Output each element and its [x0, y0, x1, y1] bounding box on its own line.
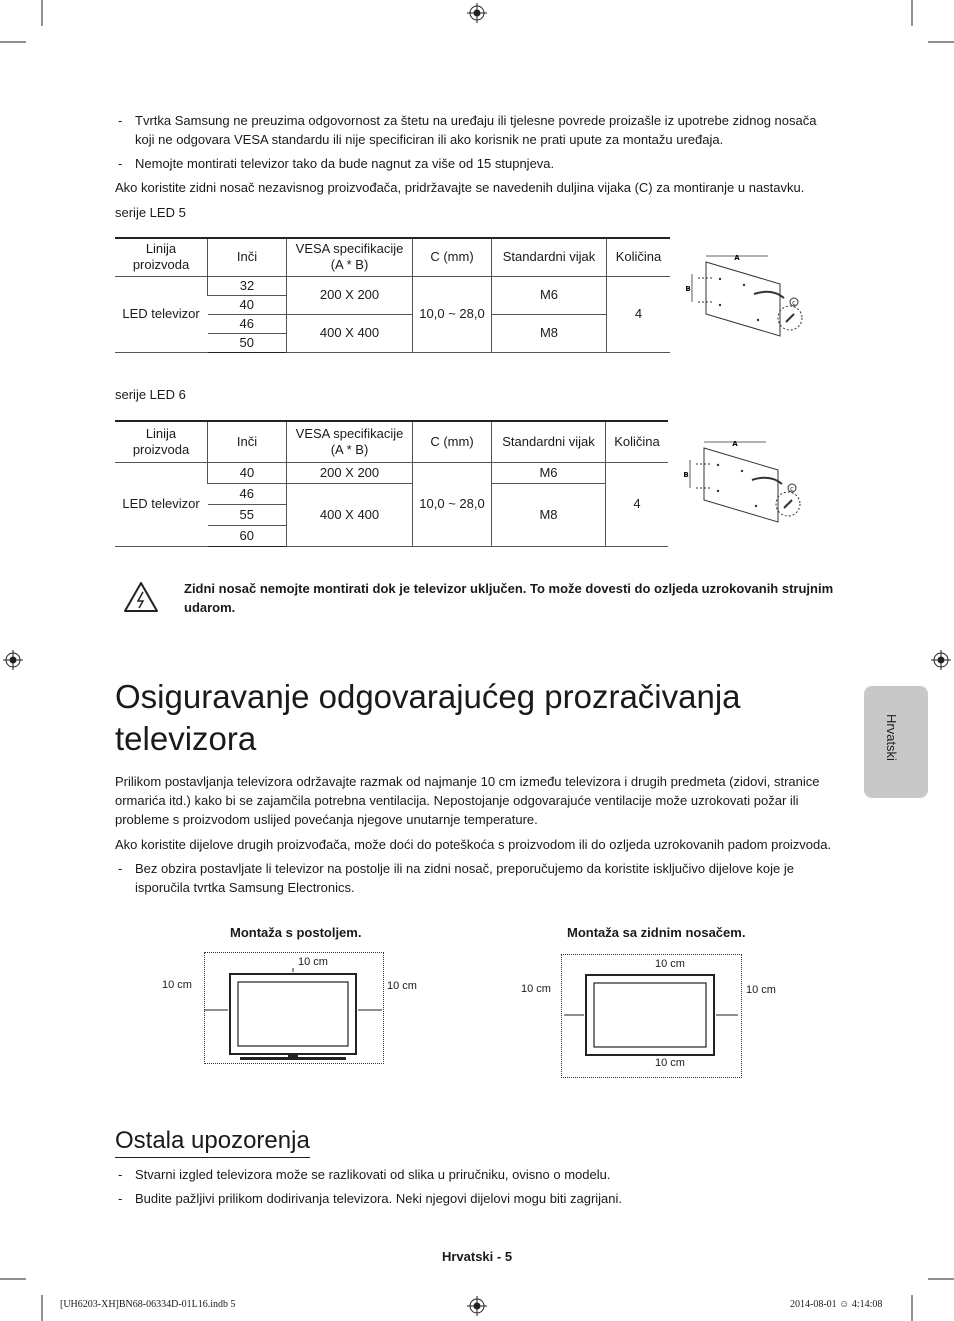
registration-mark-icon [467, 1296, 487, 1316]
language-side-tab [864, 686, 928, 798]
cell-inch: 60 [208, 525, 287, 546]
cell-screw: M8 [492, 483, 606, 546]
cell-inch: 46 [208, 314, 287, 333]
screw-spec-table-series6 [115, 420, 668, 547]
series6-label: serije LED 6 [115, 387, 186, 402]
registration-mark-icon [931, 650, 951, 670]
page-number: Hrvatski - 5 [441, 1249, 513, 1264]
cell-screw: M6 [492, 462, 606, 483]
intro-text: Ako koristite zidni nosač nezavisnog proizvođača, pridržavajte se navedenih duljina vijaka (C) za montiranje u nastavku. [115, 180, 805, 195]
registration-mark-icon [3, 650, 23, 670]
cell-qty: 4 [607, 276, 671, 352]
col-header: Inči [208, 238, 287, 276]
bullet-text: Budite pažljivi prilikom dodirivanja televizora. Neki njegovi dijelovi mogu biti zagrijani. [135, 1191, 623, 1206]
col-header: C (mm) [413, 238, 492, 276]
cell-vesa: 400 X 400 [287, 483, 413, 546]
page-title: Osiguravanje odgovarajućeg prozračivanja televizora [115, 678, 741, 757]
cell-qty: 4 [606, 462, 669, 546]
cell-product: LED televizor [115, 276, 208, 352]
col-header: Standardni vijak [492, 238, 607, 276]
col-header: Linija proizvoda [115, 421, 208, 462]
col-header: C (mm) [413, 421, 492, 462]
wall-mount-diagram [682, 434, 807, 526]
col-header: VESA specifikacije (A * B) [287, 421, 413, 462]
bullet-dash: - [118, 1191, 123, 1206]
bullet-text: Bez obzira postavljate li televizor na postolje ili na zidni nosač, preporučujemo da koristite isključivo dijelove koje je isporučila tvrtka Samsung Electronics. [135, 861, 795, 895]
print-info-right: 2014-08-01 ☺ 4:14:08 [790, 1299, 883, 1310]
bullet-dash: - [118, 861, 123, 876]
col-header: Standardni vijak [492, 421, 606, 462]
dim-c-label: C [790, 487, 794, 493]
clearance-left-label: 10 cm [162, 979, 192, 991]
dim-b-label: B [685, 285, 691, 293]
dim-c-label: C [792, 301, 796, 307]
print-info-left: [UH6203-XH]BN68-06334D-01L16.indb 5 [60, 1299, 236, 1310]
cell-inch: 50 [208, 333, 287, 352]
fig-wall-title: Montaža sa zidnim nosačem. [567, 925, 746, 940]
tv-wall-mount-illustration [520, 950, 790, 1070]
clearance-top-label: 10 cm [298, 956, 328, 968]
dim-a-label: A [732, 440, 738, 448]
cell-vesa: 400 X 400 [287, 314, 413, 352]
fig-stand-title: Montaža s postoljem. [230, 925, 362, 940]
cell-screw: M6 [492, 276, 607, 314]
bullet-text: Stvarni izgled televizora može se razlikovati od slika u priručniku, ovisno o modelu. [135, 1167, 611, 1182]
cell-inch: 40 [208, 295, 287, 314]
tv-on-stand-illustration [160, 950, 430, 1065]
clearance-left-label: 10 cm [521, 983, 551, 995]
col-header: Linija proizvoda [115, 238, 208, 276]
cell-inch: 55 [208, 504, 287, 525]
section-heading-other-warnings: Ostala upozorenja [115, 1126, 310, 1158]
col-header: Inči [208, 421, 287, 462]
bullet-text: Nemojte montirati televizor tako da bude nagnut za više od 15 stupnjeva. [135, 156, 555, 171]
ventilation-paragraph: Prilikom postavljanja televizora održavajte razmak od najmanje 10 cm između televizora i drugih predmeta (zidovi, stranice ormarića itd.) kako bi se zajamčila potrebna ventilacija. Nepostojanje odgovarajuće ventilacije može uzrokovati požar ili probleme s proizvodom uslijed povećanja njegove unutarnje temperature. [115, 774, 820, 827]
dim-a-label: A [734, 254, 740, 262]
wall-mount-diagram [684, 248, 809, 340]
cell-product: LED televizor [115, 462, 208, 546]
cell-inch: 40 [208, 462, 287, 483]
cell-inch: 32 [208, 276, 287, 295]
col-header: Količina [606, 421, 669, 462]
dim-b-label: B [683, 471, 689, 479]
bullet-dash: - [118, 1167, 123, 1182]
clearance-right-label: 10 cm [746, 984, 776, 996]
clearance-bottom-label: 10 cm [655, 1057, 685, 1069]
cell-c: 10,0 ~ 28,0 [413, 276, 492, 352]
warning-text: Zidni nosač nemojte montirati dok je televizor uključen. To može dovesti do ozljeda uzrokovanih strujnim udarom. [184, 581, 834, 615]
cell-inch: 46 [208, 483, 287, 504]
cell-vesa: 200 X 200 [287, 276, 413, 314]
clearance-top-label: 10 cm [655, 958, 685, 970]
electric-shock-warning-icon [122, 580, 160, 614]
registration-mark-icon [467, 3, 487, 23]
side-tab-label: Hrvatski [884, 714, 899, 761]
col-header: VESA specifikacije (A * B) [287, 238, 413, 276]
clearance-right-label: 10 cm [387, 980, 417, 992]
screw-spec-table-series5 [115, 237, 670, 353]
bullet-text: Tvrtka Samsung ne preuzima odgovornost za štetu na uređaju ili tjelesne povrede proizašle iz upotrebe zidnog nosača koji ne odgovara VESA standardu ili nije specificiran ili ako korisnik ne prati upute za montažu uređaja. [135, 113, 817, 147]
bullet-dash: - [118, 156, 123, 171]
third-party-parts-paragraph: Ako koristite dijelove drugih proizvođača, može doći do poteškoća s proizvodom ili do ozljeda uzrokovanih padom proizvoda. [115, 837, 832, 852]
series5-label: serije LED 5 [115, 205, 186, 220]
col-header: Količina [607, 238, 671, 276]
cell-vesa: 200 X 200 [287, 462, 413, 483]
cell-c: 10,0 ~ 28,0 [413, 462, 492, 546]
bullet-dash: - [118, 113, 123, 128]
cell-screw: M8 [492, 314, 607, 352]
